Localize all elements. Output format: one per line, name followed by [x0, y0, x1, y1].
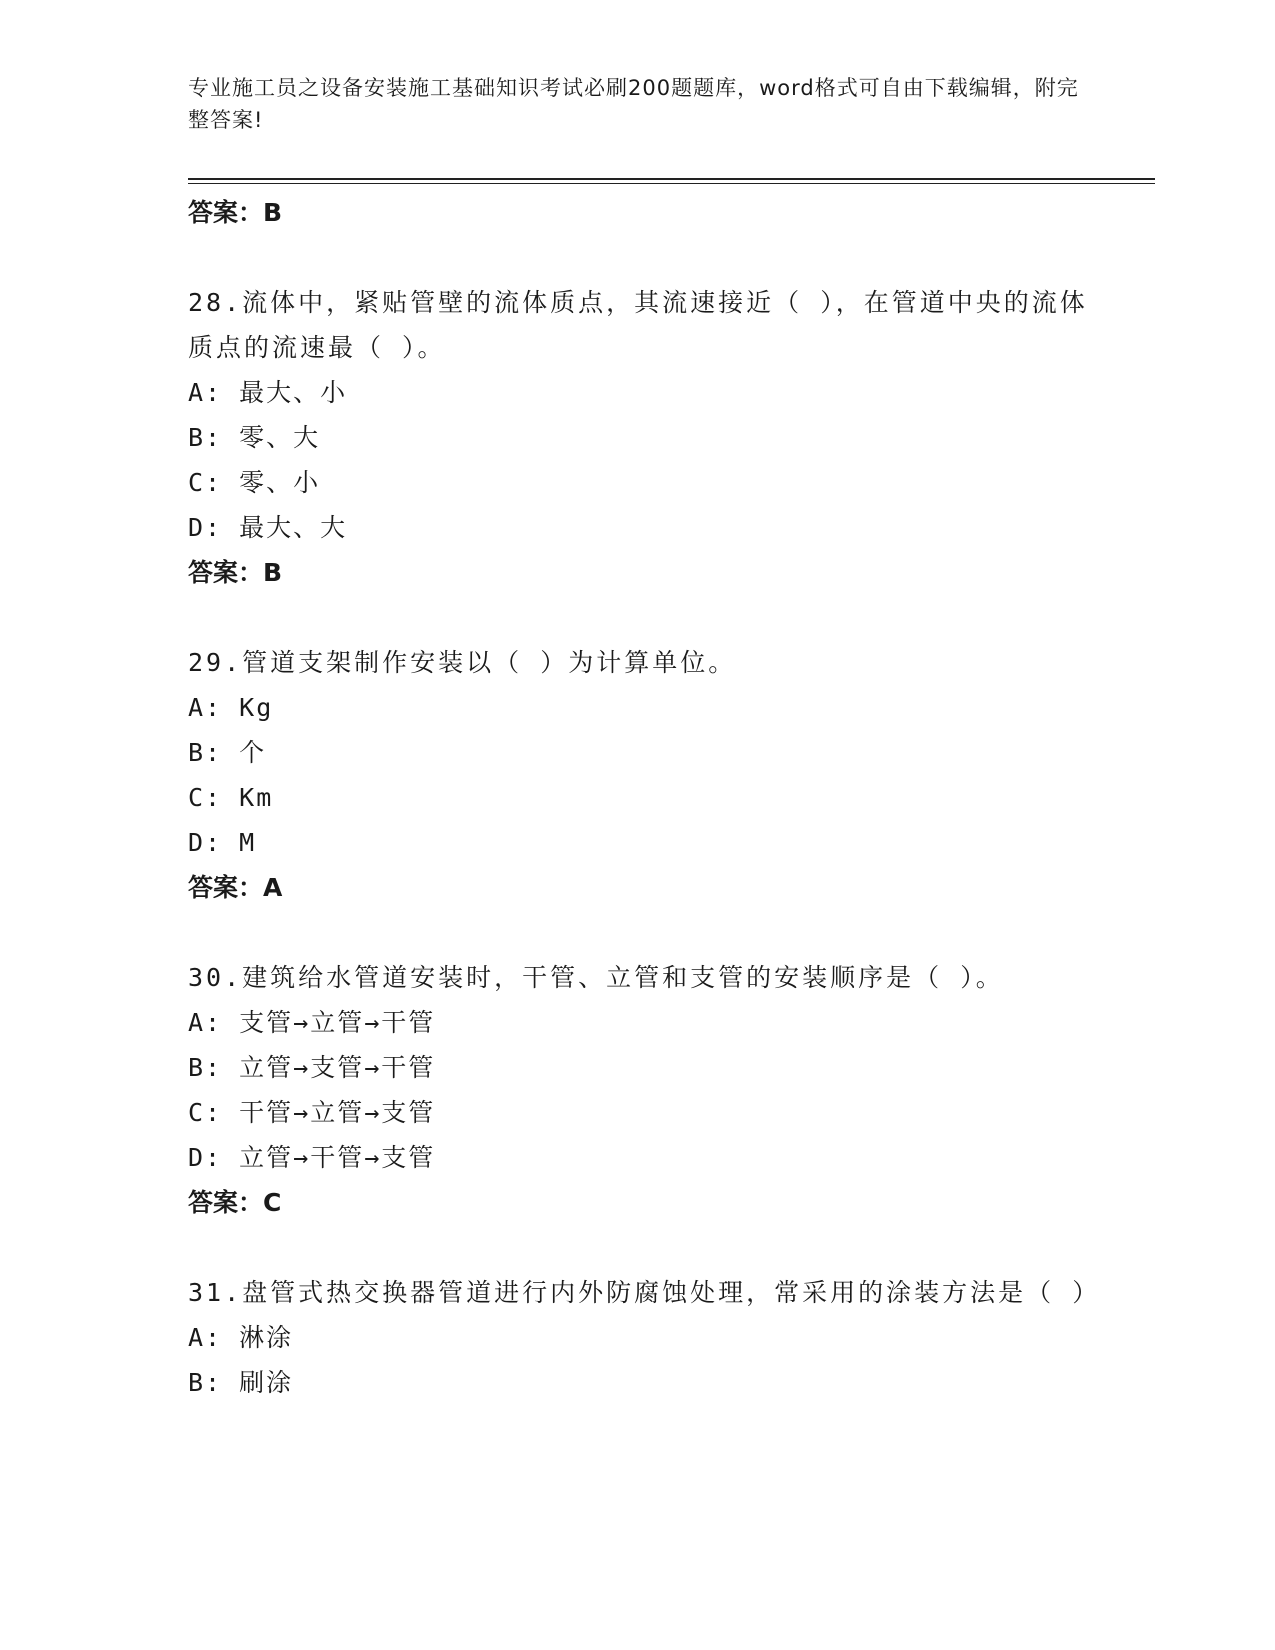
option-d: D: 最大、大 — [188, 513, 348, 542]
option-b: B: 刷涂 — [188, 1368, 294, 1397]
option-c: C: 零、小 — [188, 468, 321, 497]
option-b: B: 零、大 — [188, 423, 321, 452]
option-c: C: 干管→立管→支管 — [188, 1098, 436, 1127]
question-stem: 30.建筑给水管道安装时，干管、立管和支管的安装顺序是（ ）。 — [188, 963, 1004, 992]
answer-label: 答案：B — [188, 558, 283, 587]
question-stem: 29.管道支架制作安装以（ ）为计算单位。 — [188, 648, 737, 677]
option-d: D: M — [188, 828, 257, 857]
header-divider — [188, 178, 1155, 180]
question-list — [188, 190, 1101, 1405]
page-header: 专业施工员之设备安装施工基础知识考试必刷200题题库，word格式可自由下载编辑，附完整答案! — [188, 76, 1079, 132]
option-c: C: Km — [188, 783, 274, 812]
option-a: A: 淋涂 — [188, 1323, 294, 1352]
option-b: B: 立管→支管→干管 — [188, 1053, 436, 1082]
option-b: B: 个 — [188, 738, 267, 767]
question-stem: 31.盘管式热交换器管道进行内外防腐蚀处理，常采用的涂装方法是（ ） — [188, 1278, 1101, 1307]
option-a: A: 最大、小 — [188, 378, 348, 407]
header-divider-thin — [188, 183, 1155, 184]
answer-label: 答案：A — [188, 873, 283, 902]
option-a: A: 支管→立管→干管 — [188, 1008, 436, 1037]
question-stem: 28.流体中，紧贴管壁的流体质点，其流速接近（ ），在管道中央的流体质点的流速最（ ）。 — [188, 288, 1088, 362]
answer-label: 答案：B — [188, 198, 283, 227]
answer-label: 答案：C — [188, 1188, 282, 1217]
option-d: D: 立管→干管→支管 — [188, 1143, 436, 1172]
option-a: A: Kg — [188, 693, 274, 722]
